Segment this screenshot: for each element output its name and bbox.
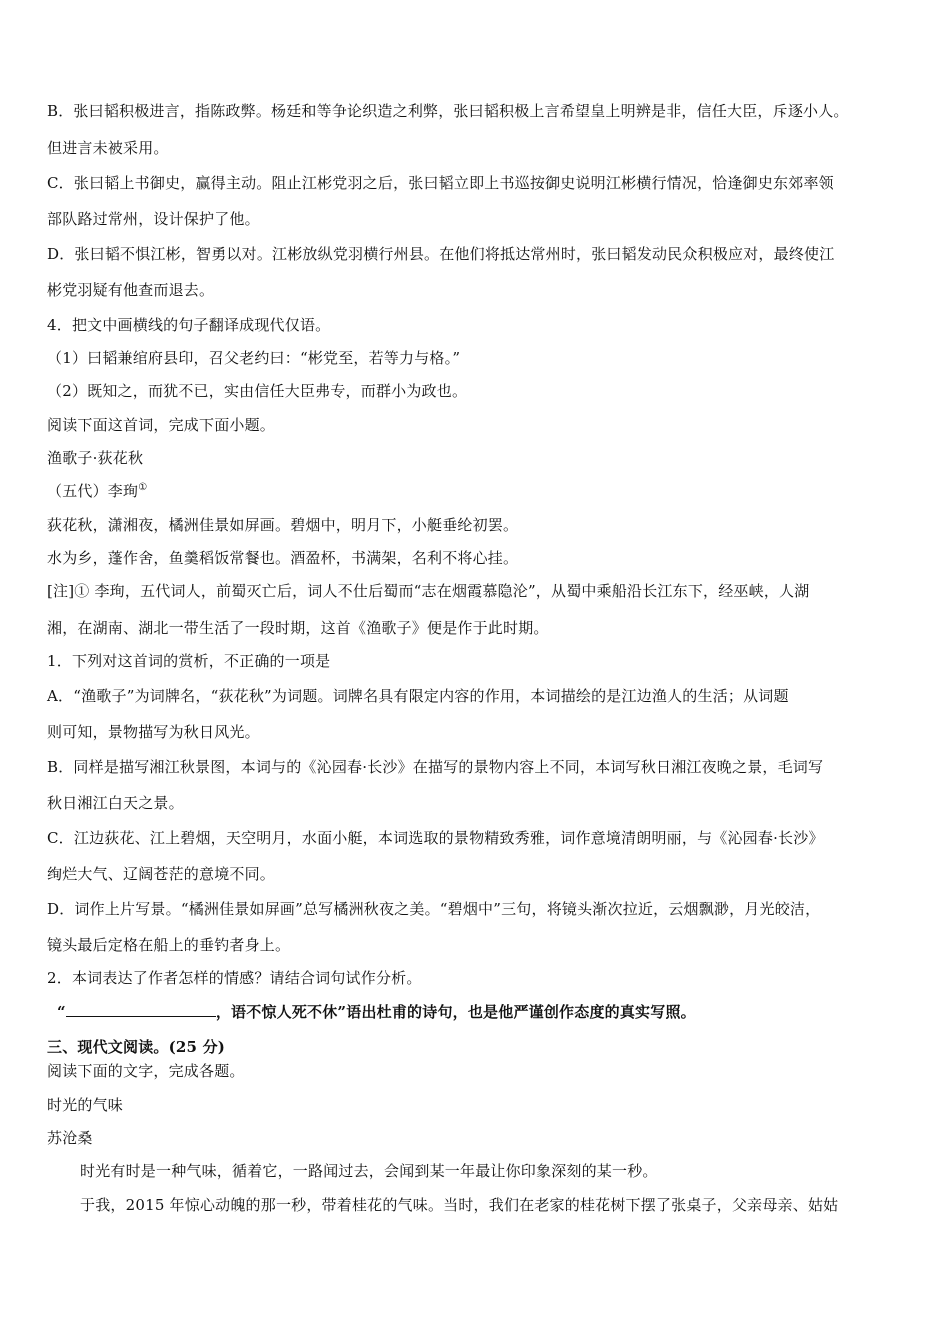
choice-c-line-1: C．江边荻花、江上碧烟，天空明月，水面小艇，本词选取的景物精致秀雅，词作意境清朗明丽，与《沁园春·长沙》 — [47, 829, 824, 847]
question-4-part-1: （1）曰韬兼绾府县印，召父老约曰：“彬党至，若等力与格。” — [47, 349, 461, 367]
option-d-line-1: D．张曰韬不惧江彬，智勇以对。江彬放纵党羽横行州县。在他们将抵达常州时，张曰韬发动民众积极应对，最终使江 — [47, 245, 835, 263]
option-c-line-1: C．张曰韬上书御史，赢得主动。阻止江彬党羽之后，张曰韬立即上书巡按御史说明江彬横行情况，恰逢御史东郊率领 — [47, 174, 834, 192]
article-title: 时光的气味 — [47, 1096, 124, 1114]
poem-note-line-1: [注]① 李珣，五代词人，前蜀灭亡后，词人不仕后蜀而“志在烟霞慕隐沦”，从蜀中乘船沿长江东下，经巫峡，人湖 — [47, 582, 810, 600]
reading-instruction: 阅读下面的文字，完成各题。 — [47, 1062, 245, 1080]
answer-blank[interactable] — [66, 1002, 216, 1017]
choice-d-line-2: 镜头最后定格在船上的垂钓者身上。 — [47, 936, 291, 954]
poem-note-line-2: 湘，在湖南、湖北一带生活了一段时期，这首《渔歌子》便是作于此时期。 — [47, 619, 549, 637]
subquestion-2: 2．本词表达了作者怎样的情感？请结合词句试作分析。 — [47, 969, 422, 987]
section-heading: 三、现代文阅读。(25 分) — [47, 1038, 226, 1056]
choice-b-line-2: 秋日湘江白天之景。 — [47, 794, 184, 812]
poem-line-2: 水为乡，蓬作舍，鱼羹稻饭常餐也。酒盈杯，书满架，名利不将心挂。 — [47, 549, 519, 567]
poem-author: （五代）李珣① — [47, 482, 148, 500]
option-c-line-2: 部队路过常州，设计保护了他。 — [47, 210, 260, 228]
article-author: 苏沧桑 — [47, 1129, 93, 1147]
poem-title: 渔歌子·荻花秋 — [47, 449, 144, 467]
subquestion-1: 1．下列对这首词的赏析，不正确的一项是 — [47, 652, 331, 670]
article-paragraph-2: 于我，2015 年惊心动魄的那一秒，带着桂花的气味。当时，我们在老家的桂花树下摆了张桌子，父亲母亲、姑姑 — [80, 1196, 839, 1214]
question-4: 4．把文中画横线的句子翻译成现代仅语。 — [47, 316, 331, 334]
choice-b-line-1: B．同样是描写湘江秋景图，本词与的《沁园春·长沙》在描写的景物内容上不同，本词写秋日湘江夜晚之景，毛词写 — [47, 758, 824, 776]
option-b-line-2: 但进言未被采用。 — [47, 139, 169, 157]
choice-a-line-2: 则可知，景物描写为秋日风光。 — [47, 723, 260, 741]
poem-line-1: 荻花秋，潇湘夜，橘洲佳景如屏画。碧烟中，明月下，小艇垂纶初罢。 — [47, 516, 519, 534]
choice-a-line-1: A．“渔歌子”为词牌名，“荻花秋”为词题。词牌名具有限定内容的作用，本词描绘的是江边渔人的生活；从词题 — [47, 687, 789, 705]
choice-d-line-1: D．词作上片写景。“橘洲佳景如屏画”总写橘洲秋夜之美。“碧烟中”三句，将镜头渐次拉近，云烟飘渺，月光皎洁， — [47, 900, 821, 918]
article-paragraph-1: 时光有时是一种气味，循着它，一路闻过去，会闻到某一年最让你印象深刻的某一秒。 — [80, 1162, 658, 1180]
choice-c-line-2: 绚烂大气、辽阔苍茫的意境不同。 — [47, 865, 276, 883]
footnote-marker: ① — [138, 482, 148, 493]
option-b-line-1: B．张曰韬积极进言，指陈政弊。杨廷和等争论织造之利弊，张曰韬积极上言希望皇上明辨是非，信任大臣，斥逐小人。 — [47, 102, 849, 120]
fill-blank-question: “ ，语不惊人死不休”语出杜甫的诗句，也是他严谨创作态度的真实写照。 — [57, 1003, 696, 1021]
option-d-line-2: 彬党羽疑有他查而退去。 — [47, 281, 215, 299]
question-4-part-2: （2）既知之，而犹不已，实由信任大臣弗专，而群小为政也。 — [47, 382, 468, 400]
poem-instruction: 阅读下面这首词，完成下面小题。 — [47, 416, 276, 434]
